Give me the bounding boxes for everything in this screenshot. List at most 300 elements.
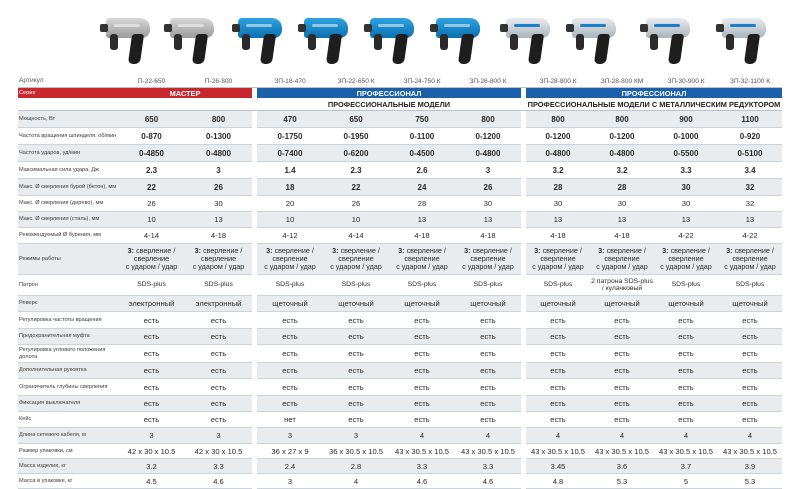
modes-text: сверление	[668, 254, 704, 263]
row-label: Рекомендуемый Ø бурения, мм	[18, 228, 118, 244]
value-cell: 4.6	[389, 474, 455, 489]
row-label: Регулировка частоты вращения	[18, 312, 118, 329]
modes-count: 3:	[127, 246, 135, 255]
value-cell: есть	[526, 363, 590, 379]
row-label: Кейс	[18, 412, 118, 428]
value-cell: 1100	[718, 111, 782, 128]
value-cell: 0-5100	[718, 145, 782, 162]
value-cell: есть	[257, 363, 323, 379]
value-cell: щеточный	[455, 296, 521, 312]
value-cell: 3	[455, 162, 521, 179]
row-label: Режимы работы	[18, 244, 118, 275]
value-cell: есть	[718, 396, 782, 412]
table-row-drill-concrete	[18, 179, 782, 196]
value-cell: 2.3	[323, 162, 389, 179]
value-cell: SDS-plus	[455, 275, 521, 296]
value-cell: 800	[590, 111, 654, 128]
product-image	[160, 6, 216, 72]
value-cell: 36 x 30.5 x 10.5	[323, 444, 389, 459]
value-cell: 3.2	[590, 162, 654, 179]
value-cell: 4-18	[389, 228, 455, 244]
value-cell: есть	[118, 412, 185, 428]
modes-text: сверление /	[470, 246, 512, 255]
value-cell: есть	[455, 379, 521, 396]
series-professional-banner: ПРОФЕССИОНАЛ	[526, 88, 782, 99]
modes-text: с ударом / удар	[192, 262, 245, 271]
value-cell: 650	[323, 111, 389, 128]
row-label: Частота вращения шпинделя, об/мин	[18, 128, 118, 145]
value-cell: есть	[590, 396, 654, 412]
value-cell: 4-22	[718, 228, 782, 244]
value-cell: 800	[455, 111, 521, 128]
modes-text: сверление /	[404, 246, 446, 255]
value-cell: есть	[389, 412, 455, 428]
value-cell: есть	[654, 312, 718, 329]
table-row-depth-stop	[18, 379, 782, 396]
value-cell: 13	[389, 212, 455, 228]
model-line-heading: ПРОФЕССИОНАЛЬНЫЕ МОДЕЛИ	[257, 98, 521, 111]
value-cell: 13	[455, 212, 521, 228]
value-cell: 0-1300	[185, 128, 252, 145]
row-label: Ограничитель глубины сверления	[18, 379, 118, 396]
value-cell: есть	[654, 329, 718, 345]
table-row-modes	[18, 244, 782, 275]
series-master-banner: МАСТЕР	[118, 88, 252, 99]
modes-text: сверление	[732, 254, 768, 263]
product-images-row	[0, 0, 800, 78]
model-line-heading: ПРОФЕССИОНАЛЬНЫЕ МОДЕЛИ С МЕТАЛЛИЧЕСКИМ РЕДУКТОРОМ	[527, 99, 781, 109]
table-row-case	[18, 412, 782, 428]
modes-count: 3:	[332, 246, 339, 255]
row-label: Макс. Ø сверления (дерево), мм	[18, 196, 118, 212]
value-cell: есть	[526, 345, 590, 363]
value-cell: есть	[718, 329, 782, 345]
value-cell: 4	[526, 428, 590, 444]
value-cell: 22	[118, 179, 185, 196]
modes-count: 3:	[726, 246, 733, 255]
table-row-impact-energy	[18, 162, 782, 179]
value-cell: 4	[654, 428, 718, 444]
spec-table	[18, 76, 782, 489]
row-label: Серия	[18, 88, 118, 99]
table-row-switch-lock	[18, 396, 782, 412]
table-row-drill-wood	[18, 196, 782, 212]
sku-cell: ЗП-32-1100 К	[718, 76, 782, 88]
modes-count: 3:	[194, 246, 202, 255]
value-cell	[323, 244, 389, 275]
table-row-angle-adj	[18, 345, 782, 363]
modes-text: с ударом / удар	[724, 262, 776, 271]
value-cell: есть	[389, 345, 455, 363]
sku-cell: ЗП-28-800 КМ	[590, 76, 654, 88]
row-label: Длина сетевого кабеля, м	[18, 428, 118, 444]
modes-text: с ударом / удар	[660, 262, 712, 271]
value-cell: 0-4800	[455, 145, 521, 162]
value-cell: 18	[257, 179, 323, 196]
sku-cell: ЗП-18-470	[257, 76, 323, 88]
value-cell: 3.2	[526, 162, 590, 179]
value-cell: 4	[389, 428, 455, 444]
table-row-aux-handle	[18, 363, 782, 379]
value-cell: 28	[526, 179, 590, 196]
value-cell: 5	[654, 474, 718, 489]
value-cell	[455, 244, 521, 275]
row-label: Масса изделия, кг	[18, 459, 118, 474]
value-cell: 43 x 30.5 x 10.5	[718, 444, 782, 459]
value-cell: щеточный	[526, 296, 590, 312]
value-cell: 13	[718, 212, 782, 228]
value-cell: нет	[257, 412, 323, 428]
value-cell: 0-4850	[118, 145, 185, 162]
table-row-pack-size	[18, 444, 782, 459]
value-cell: 800	[526, 111, 590, 128]
modes-text: с ударом / удар	[125, 262, 178, 271]
row-label: Дополнительная рукоятка	[18, 363, 118, 379]
value-cell	[526, 244, 590, 275]
value-cell: есть	[526, 396, 590, 412]
value-cell: 3	[118, 428, 185, 444]
value-cell: есть	[185, 312, 252, 329]
value-cell: 0-4500	[389, 145, 455, 162]
table-row-chuck	[18, 275, 782, 296]
value-cell: 26	[118, 196, 185, 212]
rotary-hammer-icon	[298, 16, 350, 66]
row-label: Макс. Ø сверления (сталь), мм	[18, 212, 118, 228]
value-cell: 4	[718, 428, 782, 444]
value-cell: есть	[455, 345, 521, 363]
value-cell: 43 x 30.5 x 10.5	[654, 444, 718, 459]
value-cell: 43 x 30.5 x 10.5	[590, 444, 654, 459]
table-row-clutch	[18, 329, 782, 345]
value-cell: есть	[455, 396, 521, 412]
modes-text: с ударом / удар	[396, 262, 448, 271]
row-label: Реверс	[18, 296, 118, 312]
value-cell: есть	[590, 345, 654, 363]
value-cell: SDS-plus	[323, 275, 389, 296]
value-cell: 5.3	[718, 474, 782, 489]
modes-text: с ударом / удар	[264, 262, 316, 271]
value-cell: 3	[323, 428, 389, 444]
value-cell: есть	[455, 412, 521, 428]
value-cell: 10	[323, 212, 389, 228]
table-row-reverse	[18, 296, 782, 312]
value-cell: есть	[455, 329, 521, 345]
value-cell: 0-4800	[185, 145, 252, 162]
modes-text: с ударом / удар	[330, 262, 382, 271]
value-cell: 3	[257, 474, 323, 489]
modes-text: сверление	[540, 254, 576, 263]
table-row-model-lines	[18, 98, 782, 111]
value-cell: 26	[455, 179, 521, 196]
value-cell: есть	[185, 412, 252, 428]
value-cell: SDS-plus	[718, 275, 782, 296]
value-cell: 4	[455, 428, 521, 444]
value-cell: есть	[185, 379, 252, 396]
value-cell: 3.6	[590, 459, 654, 474]
value-cell: 3.2	[118, 459, 185, 474]
value-cell: 4	[590, 428, 654, 444]
sku-cell: П-22-650	[118, 76, 185, 88]
table-row-impact-rate	[18, 145, 782, 162]
value-cell: 28	[389, 196, 455, 212]
value-cell: 3	[185, 428, 252, 444]
value-cell: 0-1200	[590, 128, 654, 145]
product-image	[360, 6, 416, 72]
modes-count: 3:	[662, 246, 669, 255]
value-cell: 4-18	[185, 228, 252, 244]
modes-count: 3:	[266, 246, 273, 255]
value-cell	[257, 244, 323, 275]
value-cell: 26	[323, 196, 389, 212]
row-label: Патрон	[18, 275, 118, 296]
value-cell: 4.8	[526, 474, 590, 489]
value-cell: 4-22	[654, 228, 718, 244]
value-cell	[118, 244, 185, 275]
value-cell: SDS-plus	[389, 275, 455, 296]
table-row-recommended	[18, 228, 782, 244]
value-cell: есть	[323, 345, 389, 363]
value-cell: SDS-plus	[118, 275, 185, 296]
value-cell: 13	[185, 212, 252, 228]
value-cell: 2 патрона SDS-plus / кулачковый	[590, 275, 654, 296]
rotary-hammer-icon	[100, 16, 152, 66]
product-image	[496, 6, 552, 72]
value-cell: SDS-plus	[654, 275, 718, 296]
value-cell: 3	[185, 162, 252, 179]
value-cell: 2.8	[323, 459, 389, 474]
value-cell	[654, 244, 718, 275]
value-cell: есть	[323, 312, 389, 329]
value-cell: 4-14	[118, 228, 185, 244]
value-cell: 42 x 30 x 10.5	[185, 444, 252, 459]
product-image	[294, 6, 350, 72]
value-cell: 0-5500	[654, 145, 718, 162]
value-cell: есть	[257, 329, 323, 345]
value-cell: есть	[389, 329, 455, 345]
value-cell: SDS-plus	[185, 275, 252, 296]
value-cell: 30	[590, 196, 654, 212]
modes-text: сверление	[133, 254, 170, 263]
modes-text: сверление /	[668, 246, 710, 255]
sku-cell: П-26-800	[185, 76, 252, 88]
row-label: Артикул	[18, 76, 118, 88]
row-label: Предохранительная муфта	[18, 329, 118, 345]
value-cell: 4.6	[455, 474, 521, 489]
table-row-power	[18, 111, 782, 128]
value-cell: 32	[718, 196, 782, 212]
value-cell: электронный	[118, 296, 185, 312]
table-row-drill-steel	[18, 212, 782, 228]
value-cell: SDS-plus	[526, 275, 590, 296]
value-cell: 30	[185, 196, 252, 212]
value-cell: есть	[185, 329, 252, 345]
value-cell: 30	[455, 196, 521, 212]
value-cell: 28	[590, 179, 654, 196]
value-cell: есть	[323, 379, 389, 396]
value-cell: 5.3	[590, 474, 654, 489]
value-cell: 4.6	[185, 474, 252, 489]
value-cell: 0-1950	[323, 128, 389, 145]
value-cell: 2.6	[389, 162, 455, 179]
value-cell: 4.5	[118, 474, 185, 489]
row-label: Регулировка углового положения долота	[18, 345, 118, 363]
value-cell: есть	[389, 396, 455, 412]
value-cell: 4-12	[257, 228, 323, 244]
value-cell	[718, 244, 782, 275]
value-cell: есть	[718, 379, 782, 396]
modes-text: сверление /	[338, 246, 380, 255]
product-image	[636, 6, 692, 72]
sku-cell: ЗП-24-750 К	[389, 76, 455, 88]
value-cell: 10	[118, 212, 185, 228]
series-professional-banner: ПРОФЕССИОНАЛ	[257, 88, 521, 99]
value-cell: есть	[590, 363, 654, 379]
value-cell: есть	[118, 312, 185, 329]
value-cell: 650	[118, 111, 185, 128]
value-cell: 43 x 30.5 x 10.5	[389, 444, 455, 459]
value-cell: 0-1200	[526, 128, 590, 145]
value-cell: есть	[455, 363, 521, 379]
value-cell: щеточный	[654, 296, 718, 312]
value-cell	[389, 244, 455, 275]
value-cell: есть	[654, 379, 718, 396]
value-cell: 0-1000	[654, 128, 718, 145]
value-cell: есть	[526, 329, 590, 345]
modes-count: 3:	[534, 246, 541, 255]
value-cell: 3.9	[718, 459, 782, 474]
value-cell	[590, 244, 654, 275]
value-cell: есть	[323, 412, 389, 428]
value-cell: 30	[654, 196, 718, 212]
value-cell: есть	[118, 329, 185, 345]
value-cell: 4-18	[590, 228, 654, 244]
table-row-article	[18, 76, 782, 88]
product-image	[96, 6, 152, 72]
value-cell: есть	[718, 345, 782, 363]
value-cell	[185, 244, 252, 275]
value-cell: 13	[526, 212, 590, 228]
value-cell: 36 x 27 x 9	[257, 444, 323, 459]
value-cell: 13	[654, 212, 718, 228]
value-cell: 3.3	[455, 459, 521, 474]
value-cell: есть	[526, 379, 590, 396]
value-cell: 10	[257, 212, 323, 228]
product-image	[426, 6, 482, 72]
value-cell: есть	[654, 345, 718, 363]
row-label: Макс. Ø сверления бурой (бетон), мм	[18, 179, 118, 196]
value-cell: 470	[257, 111, 323, 128]
value-cell: есть	[590, 312, 654, 329]
value-cell: 13	[590, 212, 654, 228]
row-label: Максимальная сила удара, Дж	[18, 162, 118, 179]
modes-count: 3:	[598, 246, 605, 255]
value-cell: 30	[654, 179, 718, 196]
value-cell: 0-6200	[323, 145, 389, 162]
table-row-spindle-speed	[18, 128, 782, 145]
table-row-weight-net	[18, 459, 782, 474]
modes-text: сверление	[604, 254, 640, 263]
modes-text: сверление /	[201, 246, 243, 255]
modes-text: с ударом / удар	[532, 262, 584, 271]
value-cell: 20	[257, 196, 323, 212]
modes-text: сверление	[470, 254, 506, 263]
value-cell: есть	[654, 412, 718, 428]
value-cell: 2.3	[118, 162, 185, 179]
rotary-hammer-icon	[164, 16, 216, 66]
value-cell: есть	[257, 396, 323, 412]
table-row-series	[18, 88, 782, 99]
sku-cell: ЗП-22-650 К	[323, 76, 389, 88]
value-cell: есть	[257, 345, 323, 363]
rotary-hammer-icon	[716, 16, 768, 66]
sku-cell: ЗП-28-800 К	[526, 76, 590, 88]
row-label: Фиксация выключателя	[18, 396, 118, 412]
value-cell: 0-870	[118, 128, 185, 145]
value-cell: 3.3	[654, 162, 718, 179]
value-cell: есть	[654, 363, 718, 379]
rotary-hammer-icon	[500, 16, 552, 66]
value-cell: есть	[257, 379, 323, 396]
value-cell: 43 x 30.5 x 10.5	[455, 444, 521, 459]
value-cell: 3	[257, 428, 323, 444]
modes-text: сверление /	[732, 246, 774, 255]
value-cell: есть	[654, 396, 718, 412]
value-cell: есть	[118, 379, 185, 396]
value-cell: есть	[389, 363, 455, 379]
value-cell: есть	[526, 412, 590, 428]
modes-text: с ударом / удар	[462, 262, 514, 271]
value-cell: 800	[185, 111, 252, 128]
value-cell: электронный	[185, 296, 252, 312]
value-cell: есть	[389, 379, 455, 396]
table-row-speed-control	[18, 312, 782, 329]
value-cell: есть	[118, 363, 185, 379]
modes-text: сверление	[404, 254, 440, 263]
value-cell: 32	[718, 179, 782, 196]
value-cell: щеточный	[257, 296, 323, 312]
value-cell: 0-1750	[257, 128, 323, 145]
value-cell: 4-14	[323, 228, 389, 244]
value-cell: 22	[323, 179, 389, 196]
modes-text: сверление /	[134, 246, 176, 255]
value-cell: есть	[185, 396, 252, 412]
rotary-hammer-icon	[364, 16, 416, 66]
value-cell: 3.4	[718, 162, 782, 179]
modes-text: сверление /	[604, 246, 646, 255]
value-cell: есть	[718, 363, 782, 379]
value-cell: 3.45	[526, 459, 590, 474]
row-label: Мощность, Вт	[18, 111, 118, 128]
value-cell: 4-18	[526, 228, 590, 244]
value-cell: щеточный	[389, 296, 455, 312]
value-cell: 750	[389, 111, 455, 128]
product-image	[228, 6, 284, 72]
value-cell: 3.3	[389, 459, 455, 474]
sku-cell: ЗП-30-900 К	[654, 76, 718, 88]
value-cell: есть	[590, 412, 654, 428]
value-cell: есть	[590, 379, 654, 396]
modes-text: сверление	[200, 254, 237, 263]
value-cell: есть	[323, 363, 389, 379]
value-cell: 24	[389, 179, 455, 196]
modes-text: сверление	[338, 254, 374, 263]
value-cell: есть	[718, 312, 782, 329]
value-cell: 4	[323, 474, 389, 489]
value-cell: есть	[718, 412, 782, 428]
value-cell: SDS-plus	[257, 275, 323, 296]
product-image	[712, 6, 768, 72]
modes-count: 3:	[398, 246, 405, 255]
